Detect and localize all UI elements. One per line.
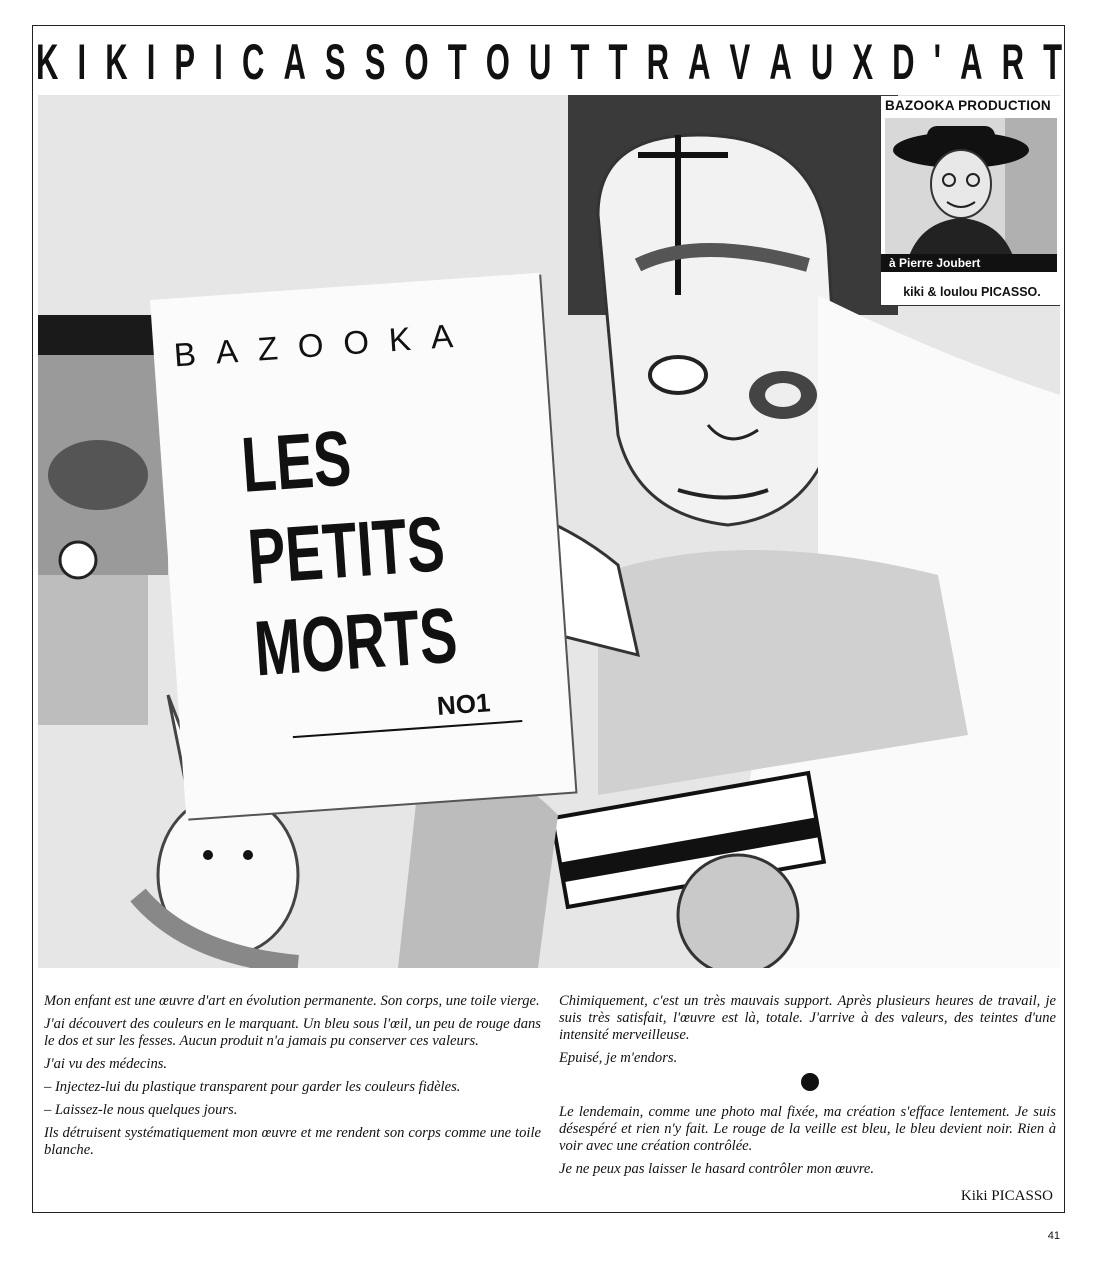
headline-letter: I	[77, 34, 87, 90]
headline-letter: K	[105, 34, 128, 90]
article-paragraph: J'ai vu des médecins.	[44, 1056, 168, 1072]
headline-letter: X	[852, 34, 874, 90]
portrait-photo	[885, 118, 1057, 270]
headline-title	[36, 30, 1062, 94]
headline-letter: I	[214, 34, 223, 90]
inset-title: BAZOOKA PRODUCTION	[885, 98, 1051, 113]
headline-letter: I	[146, 34, 156, 90]
headline-letter: U	[528, 34, 552, 90]
article-paragraph: Ils détruisent systématiquement mon œuvre et me rendent son corps comme une toile blanche.	[44, 1125, 541, 1158]
article-paragraph: Mon enfant est une œuvre d'art en évolution permanente. Son corps, une toile vierge.	[44, 993, 540, 1009]
inset-box	[880, 96, 1060, 306]
headline-letter: U	[810, 34, 834, 90]
headline-letter: T	[1043, 34, 1063, 90]
headline-letter: T	[608, 34, 628, 90]
headline-letter: T	[447, 34, 467, 90]
article-left-column	[44, 993, 541, 1165]
cover-brand: BAZOOKA	[172, 315, 475, 374]
headline-letter: P	[174, 34, 196, 90]
article-paragraph: J'ai découvert des couleurs en le marquant. Un bleu sous l'œil, un peu de rouge dans le dos et sur les fesses. Aucun produit n'a jamais pu conserver ces valeurs.	[44, 1016, 541, 1049]
headline-letter: O	[404, 34, 429, 90]
article-paragraph: Epuisé, je m'endors.	[559, 1050, 678, 1066]
cover-rule	[293, 720, 523, 738]
headline-letter: D	[892, 34, 915, 90]
cover-issue-number: NO1	[435, 687, 492, 721]
headline-letter: S	[364, 34, 386, 90]
headline-letter: A	[283, 34, 306, 90]
headline-letter: '	[933, 34, 941, 90]
headline-letter: C	[241, 34, 265, 90]
cover-title	[239, 405, 467, 695]
inset-dedication: à Pierre Joubert	[881, 254, 1057, 272]
cover-title-line: MORTS	[251, 590, 460, 693]
headline-letter: S	[324, 34, 346, 90]
author-signature: Kiki PICASSO	[960, 1188, 1053, 1204]
cover-title-line: LES	[238, 413, 354, 509]
headline-letter: O	[485, 34, 510, 90]
headline-letter: V	[729, 34, 751, 90]
article-right-column-bottom	[559, 1104, 1056, 1184]
magazine-cover	[150, 273, 575, 819]
headline-letter: K	[36, 34, 59, 90]
cover-title-line: PETITS	[245, 499, 448, 601]
article-paragraph: Chimiquement, c'est un très mauvais support. Après plusieurs heures de travail, je suis très satisfait, l'œuvre est là, totale. J'arrive à des valeurs, des teintes d'une intensité merveilleuse.	[559, 993, 1056, 1043]
article-paragraph: Le lendemain, comme une photo mal fixée, ma création s'efface lentement. Je suis désespéré et rien n'y fait. Le rouge de la veille est bleu, le bleu devient noir. Rien à voir avec une création contrôlée.	[559, 1104, 1056, 1154]
headline-letter: T	[570, 34, 590, 90]
article-paragraph: – Laissez-le nous quelques jours.	[44, 1102, 238, 1118]
article-right-column-top	[559, 993, 1056, 1073]
section-bullet	[801, 1073, 819, 1091]
headline-letter: R	[1001, 34, 1024, 90]
article-paragraph: – Injectez-lui du plastique transparent pour garder les couleurs fidèles.	[44, 1079, 461, 1095]
inset-credit: kiki & loulou PICASSO.	[903, 285, 1041, 299]
article-paragraph: Je ne peux pas laisser le hasard contrôler mon œuvre.	[559, 1161, 875, 1177]
headline-letter: R	[646, 34, 669, 90]
headline-letter: A	[688, 34, 711, 90]
headline-letter: A	[960, 34, 983, 90]
page-number: 41	[1047, 1230, 1060, 1242]
headline-letter: A	[769, 34, 792, 90]
